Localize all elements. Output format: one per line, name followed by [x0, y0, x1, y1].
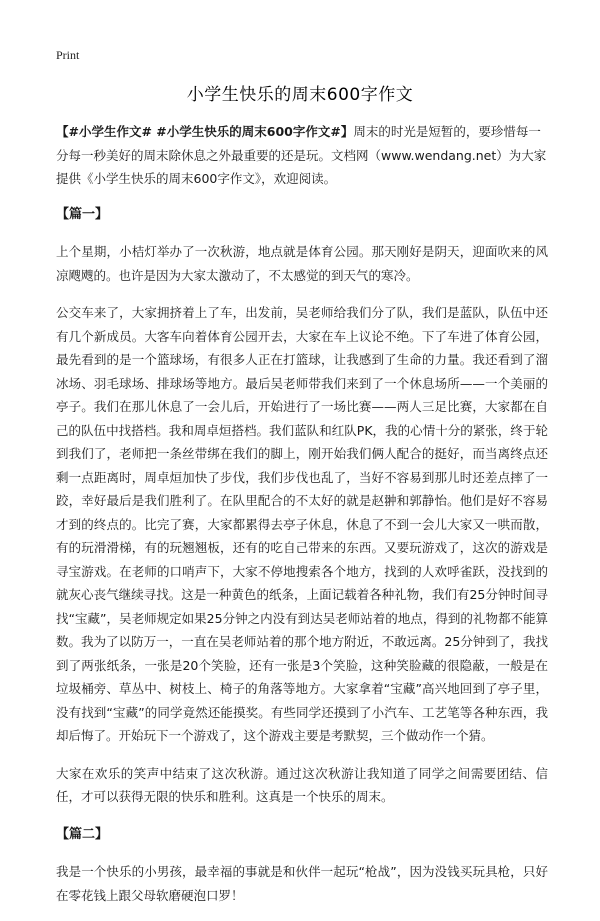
article-body — [56, 120, 548, 921]
section-1-paragraph-1: 上个星期，小桔灯举办了一次秋游，地点就是体育公园。那天刚好是阴天，迎面吹来的风凉飕飕的。也许是因为大家太激动了，不太感觉的到天气的寒冷。 — [56, 244, 548, 283]
intro-tags: 【#小学生作文# #小学生快乐的周末600字作文#】 — [56, 124, 354, 139]
section-1-paragraph-3: 大家在欢乐的笑声中结束了这次秋游。通过这次秋游让我知道了同学之间需要团结、信任，才可以获得无限的快乐和胜利。这真是一个快乐的周末。 — [56, 765, 548, 804]
print-label[interactable]: Print — [56, 48, 80, 62]
section-heading-2: 【篇二】 — [56, 826, 109, 842]
page-title: 小学生快乐的周末600字作文 — [186, 85, 414, 105]
intro-paragraph — [56, 120, 548, 191]
section-heading-1: 【篇一】 — [56, 206, 109, 222]
section-1-paragraph-2: 公交车来了，大家拥挤着上了车，出发前，吴老师给我们分了队，我们是蓝队，队伍中还有几个新成员。大客车向着体育公园开去，大家在车上议论不绝。下了车进了体育公园，最先看到的是一个篮球场，有很多人正在打篮球，让我感到了生命的力量。我还看到了溜冰场、羽毛球场、排球场等地方。最后吴老师带我们来到了一个休息场所——一个美丽的亭子。我们在那儿休息了一会儿后，开始进行了一场比赛——两人三足比赛，大家都在自己的队伍中找搭档。我和周卓烜搭档。我们蓝队和红队PK，我的心情十分的紧张，终于轮到我们了，老师把一条丝带绑在我们的脚上，刚开始我们俩人配合的挺好，而当离终点还剩一点距离时，周卓烜加快了步伐，我们步伐也乱了，当好不容易到那儿时还差点摔了一跤，幸好最后是我们胜利了。在队里配合的不太好的就是赵翀和郭静怡。他们是好不容易才到的终点的。比完了赛，大家都累得去亭子休息，休息了不到一会儿大家又一哄而散，有的玩滑滑梯，有的玩翘翘板，还有的吃自己带来的东西。又要玩游戏了，这次的游戏是寻宝游戏。在老师的口哨声下，大家不停地搜索各个地方，找到的人欢呼雀跃，没找到的就灰心丧气继续寻找。这是一种黄色的纸条，上面记载着各种礼物，我们有25分钟时间寻找“宝藏”，吴老师规定如果25分钟之内没有到达吴老师站着的地点，得到的礼物都不能算数。我为了以防万一，一直在吴老师站着的那个地方附近，不敢远离。25分钟到了，我找到了两张纸条，一张是20个笑脸，还有一张是3个笑脸，这种笑脸藏的很隐蔽，一般是在垃圾桶旁、草丛中、树枝上、椅子的角落等地方。大家拿着“宝藏”高兴地回到了亭子里，没有找到“宝藏”的同学竟然还能摸奖。有些同学还摸到了小汽车、工艺笔等各种东西，我却后悔了。开始玩下一个游戏了，这个游戏主要是考默契，三个做动作一个猜。 — [56, 305, 548, 743]
intro-text: 周末的时光是短暂的，要珍惜每一分每一秒美好的周末除休息之外最重要的还是玩。文档网（www.wendang.net）为大家提供《小学生快乐的周末600字作文》，欢迎阅读。 — [56, 124, 547, 186]
section-2-paragraph-1: 我是一个快乐的小男孩，最幸福的事就是和伙伴一起玩“枪战”，因为没钱买玩具枪，只好在零花钱上跟父母软磨硬泡口罗！ — [56, 864, 548, 903]
